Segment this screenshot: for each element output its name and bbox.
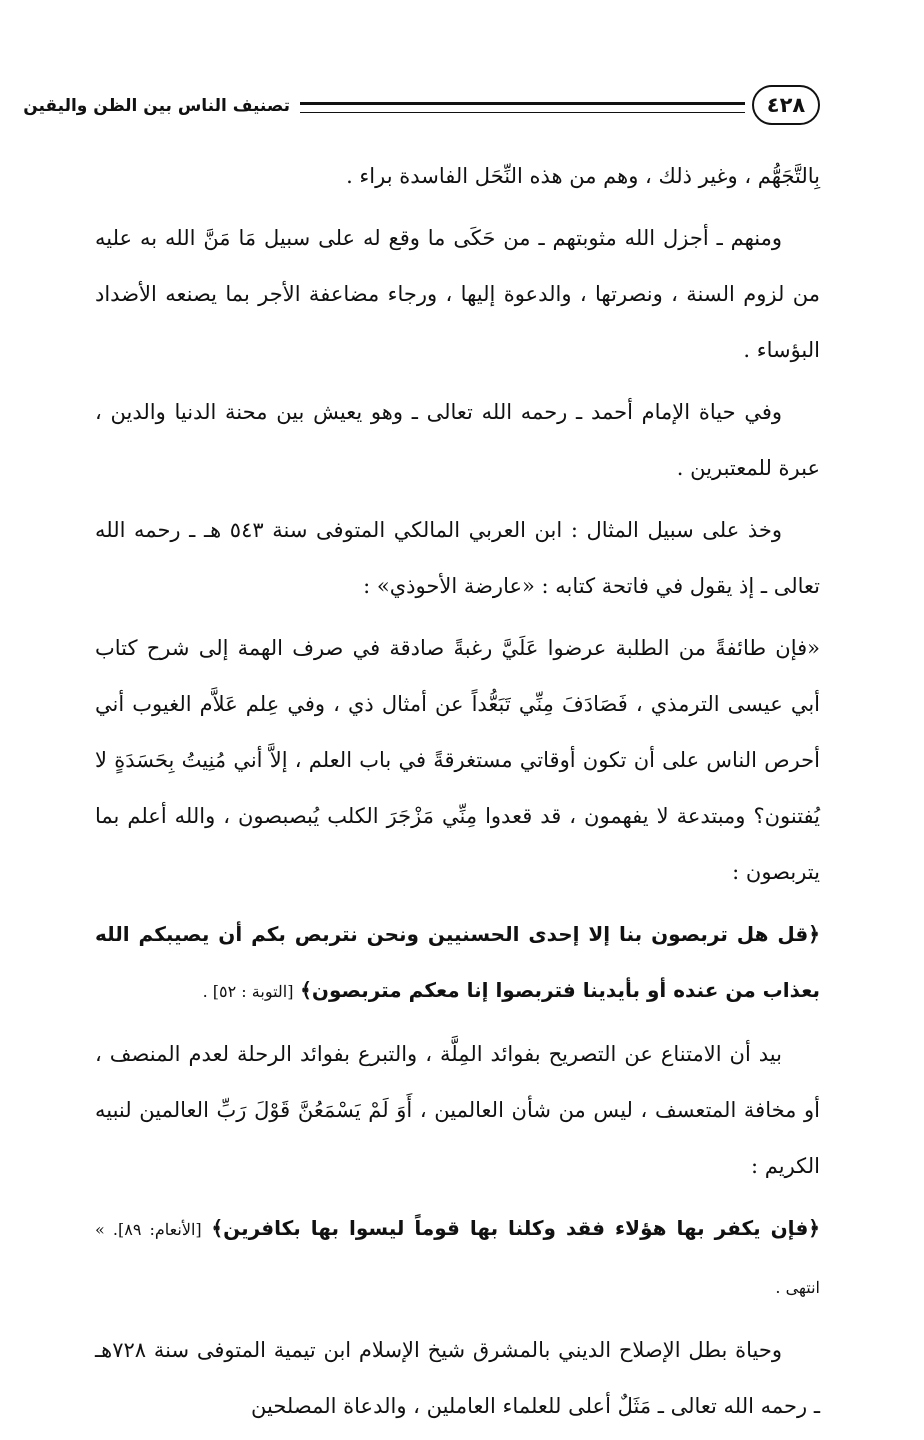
verse-block-1 xyxy=(95,906,820,1020)
page-body xyxy=(95,148,820,1440)
quran-verse-2: ﴿فإن يكفر بها هؤلاء فقد وكلنا بها قوماً ليسوا بها بكافرين﴾ xyxy=(211,1216,821,1240)
page-header xyxy=(23,82,820,132)
paragraph-4: وخذ على سبيل المثال : ابن العربي المالكي المتوفى سنة ٥٤٣ هـ ـ رحمه الله تعالى ـ إذ يقول في فاتحة كتابه : «عارضة الأحوذي» : xyxy=(95,518,820,598)
quotation-paragraph: «فإن طائفةً من الطلبة عرضوا عَلَيَّ رغبةً صادقة في صرف الهمة إلى شرح كتاب أبي عيسى الترمذي ، فَصَادَفَ مِنِّي تَبَعُّداً عن أمثال ذي ، وفي عِلم عَلاَّم الغيوب أني أحرص الناس على أن تكون أوقاتي مستغرقةً في باب العلم ، إلاَّ أني مُنِيتُ بِحَسَدَةٍ لا يُفتنون؟ ومبتدعة لا يفهمون ، قد قعدوا مِنِّي مَزْجَرَ الكلب يُبصبصون ، والله أعلم بما يتربصون : xyxy=(95,636,820,884)
running-title: تصنيف الناس بين الظن واليقين xyxy=(23,96,290,116)
paragraph-1: بِالتَّجَهُّم ، وغير ذلك ، وهم من هذه النِّحَل الفاسدة براء . xyxy=(346,164,820,188)
paragraph-3: وفي حياة الإمام أحمد ـ رحمه الله تعالى ـ وهو يعيش بين محنة الدنيا والدين ، عبرة للمعتبرين . xyxy=(95,400,820,480)
verse-block-2 xyxy=(95,1200,820,1316)
header-rule-thick xyxy=(300,102,745,105)
verse-reference-1: [التوبة : ٥٢] . xyxy=(202,982,294,1001)
quran-verse-1: ﴿قل هل تربصون بنا إلا إحدى الحسنيين ونحن نتربص بكم أن يصيبكم الله بعذاب من عنده أو بأيدينا فتربصوا إنا معكم متربصون﴾ xyxy=(95,922,820,1002)
paragraph-after-verse-1: بيد أن الامتناع عن التصريح بفوائد المِلَّة ، والتبرع بفوائد الرحلة لعدم المنصف ، أو مخافة المتعسف ، ليس من شأن العالمين ، أَوَ لَمْ يَسْمَعُنَّ قَوْلَ رَبِّ العالمين لنبيه الكريم : xyxy=(95,1042,820,1178)
verse-reference-2: [الأنعام: ٨٩]. » انتهى . xyxy=(95,1220,820,1297)
paragraph-2: ومنهم ـ أجزل الله مثوبتهم ـ من حَكَى ما وقع له على سبيل مَا مَنَّ الله به عليه من لزوم السنة ، ونصرتها ، والدعوة إليها ، ورجاء مضاعفة الأجر بما يصنعه الأضداد البؤساء . xyxy=(95,226,820,362)
page-number: ٤٢٨ xyxy=(752,85,820,125)
last-paragraph: وحياة بطل الإصلاح الديني بالمشرق شيخ الإسلام ابن تيمية المتوفى سنة ٧٢٨هـ ـ رحمه الله تعالى ـ مَثَلٌ أعلى للعلماء العاملين ، والدعاة المصلحين xyxy=(95,1338,820,1418)
header-rule-thin xyxy=(300,112,745,113)
